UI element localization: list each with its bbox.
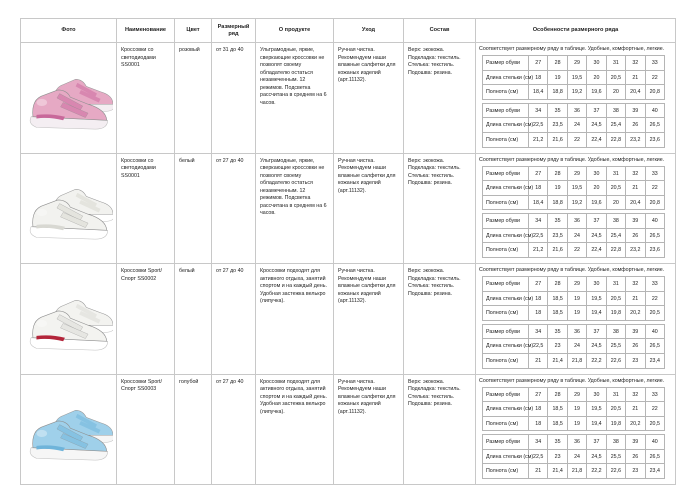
size-value: 23,4	[645, 353, 664, 368]
size-row-label: Размер обуви	[483, 103, 529, 118]
size-value: 22,2	[587, 464, 606, 479]
size-value: 18,5	[548, 402, 567, 417]
size-value: 31	[606, 387, 625, 402]
size-table	[482, 387, 665, 432]
product-size-range: от 27 до 40	[212, 264, 256, 375]
size-value: 39	[626, 103, 645, 118]
size-value: 38	[606, 435, 625, 450]
size-value: 22,5	[529, 449, 548, 464]
size-value: 18,8	[548, 85, 567, 100]
size-row-label: Полнота (см)	[483, 416, 529, 431]
size-value: 20	[587, 70, 606, 85]
size-value: 35	[548, 324, 567, 339]
size-value: 33	[645, 387, 664, 402]
size-features-cell	[476, 264, 676, 375]
size-value: 30	[587, 277, 606, 292]
size-table-row	[483, 181, 665, 196]
size-value: 28	[548, 166, 567, 181]
size-table-row	[483, 56, 665, 71]
product-row-2	[21, 153, 676, 264]
size-value: 23	[548, 339, 567, 354]
size-value: 21,2	[529, 243, 548, 258]
size-value: 22	[645, 181, 664, 196]
product-size-range: от 27 до 40	[212, 374, 256, 485]
size-note: Соответствует размерному ряду в таблице. Удобные, комфортные, легкие.	[479, 377, 665, 384]
size-value: 19,5	[587, 402, 606, 417]
size-value: 21	[626, 70, 645, 85]
size-tables	[479, 387, 672, 479]
size-value: 22	[567, 132, 586, 147]
size-value: 39	[626, 324, 645, 339]
size-value: 24,5	[587, 339, 606, 354]
size-value: 18	[529, 402, 548, 417]
size-tables	[479, 166, 672, 258]
size-row-label: Размер обуви	[483, 387, 529, 402]
product-size-range: от 27 до 40	[212, 153, 256, 264]
size-value: 26,5	[645, 339, 664, 354]
product-color: розовый	[175, 43, 212, 154]
size-value: 20,8	[645, 85, 664, 100]
size-value: 23	[626, 464, 645, 479]
size-value: 20,5	[645, 416, 664, 431]
size-row-label: Длина стельки (см)	[483, 228, 529, 243]
size-table-row	[483, 324, 665, 339]
size-value: 19,4	[587, 416, 606, 431]
size-value: 27	[529, 387, 548, 402]
size-table-row	[483, 277, 665, 292]
size-value: 24,5	[587, 228, 606, 243]
size-value: 19,5	[587, 291, 606, 306]
size-value: 28	[548, 56, 567, 71]
size-row-label: Размер обуви	[483, 324, 529, 339]
size-value: 21,4	[548, 464, 567, 479]
size-value: 32	[626, 166, 645, 181]
header-photo: Фото	[21, 19, 117, 43]
size-table-row	[483, 243, 665, 258]
size-value: 21	[626, 402, 645, 417]
size-value: 36	[567, 103, 586, 118]
product-composition: Верх: экокожа. Подкладка: текстиль. Стелька: текстиль. Подошва: резина.	[404, 153, 476, 264]
size-value: 23,6	[645, 132, 664, 147]
product-row-4	[21, 374, 676, 485]
size-value: 22,8	[606, 132, 625, 147]
size-value: 34	[529, 435, 548, 450]
size-value: 34	[529, 214, 548, 229]
size-value: 22	[645, 291, 664, 306]
size-row-label: Полнота (см)	[483, 195, 529, 210]
size-value: 23	[548, 449, 567, 464]
product-composition: Верх: экокожа. Подкладка: текстиль. Стелька: текстиль. Подошва: резина.	[404, 264, 476, 375]
size-value: 39	[626, 435, 645, 450]
size-value: 38	[606, 214, 625, 229]
size-value: 19	[567, 402, 586, 417]
header-size-features: Особенности размерного ряда	[476, 19, 676, 43]
size-value: 22	[567, 243, 586, 258]
product-name: Кроссовки со светодиодами SS0001	[117, 153, 175, 264]
size-value: 19,6	[587, 195, 606, 210]
size-value: 22,6	[606, 353, 625, 368]
size-value: 26	[626, 449, 645, 464]
size-value: 26,5	[645, 228, 664, 243]
header-about: О продукте	[256, 19, 334, 43]
size-table	[482, 166, 665, 211]
size-value: 30	[587, 166, 606, 181]
size-value: 26,5	[645, 118, 664, 133]
size-value: 18,5	[548, 306, 567, 321]
size-value: 21	[529, 464, 548, 479]
size-value: 22	[645, 70, 664, 85]
size-value: 18	[529, 291, 548, 306]
size-value: 19,5	[567, 70, 586, 85]
size-value: 21	[626, 291, 645, 306]
size-value: 19,8	[606, 306, 625, 321]
size-value: 20,2	[626, 416, 645, 431]
size-row-label: Длина стельки (см)	[483, 70, 529, 85]
size-table	[482, 434, 665, 479]
size-value: 19	[548, 70, 567, 85]
size-value: 20,5	[606, 402, 625, 417]
size-row-label: Полнота (см)	[483, 243, 529, 258]
size-value: 32	[626, 277, 645, 292]
size-table-row	[483, 339, 665, 354]
size-value: 33	[645, 56, 664, 71]
size-row-label: Размер обуви	[483, 214, 529, 229]
size-value: 29	[567, 387, 586, 402]
product-name: Кроссовки Sport/ Спорт SS0003	[117, 374, 175, 485]
size-value: 26	[626, 118, 645, 133]
size-value: 19	[567, 416, 586, 431]
size-value: 34	[529, 103, 548, 118]
size-value: 27	[529, 166, 548, 181]
header-composition: Состав	[404, 19, 476, 43]
size-table-row	[483, 435, 665, 450]
header-row	[21, 19, 676, 43]
size-value: 23,5	[548, 118, 567, 133]
size-value: 36	[567, 435, 586, 450]
size-value: 18,4	[529, 195, 548, 210]
size-value: 37	[587, 324, 606, 339]
size-value: 19	[548, 181, 567, 196]
size-value: 19,5	[567, 181, 586, 196]
size-value: 37	[587, 435, 606, 450]
sneaker-image	[24, 54, 113, 142]
size-value: 21	[529, 353, 548, 368]
size-value: 25,5	[606, 339, 625, 354]
size-table-row	[483, 103, 665, 118]
size-row-label: Полнота (см)	[483, 132, 529, 147]
size-value: 27	[529, 56, 548, 71]
size-value: 20,5	[606, 291, 625, 306]
size-value: 21,8	[567, 353, 586, 368]
size-value: 30	[587, 56, 606, 71]
size-table-row	[483, 85, 665, 100]
product-about: Кроссовки подходят для активного отдыха, занятий спортом и на каждый день. Удобная застежка велькро (липучка).	[256, 374, 334, 485]
header-care: Уход	[334, 19, 404, 43]
size-value: 22,4	[587, 243, 606, 258]
size-value: 23,6	[645, 243, 664, 258]
product-composition: Верх: экокожа. Подкладка: текстиль. Стелька: текстиль. Подошва: резина.	[404, 374, 476, 485]
size-value: 20	[606, 85, 625, 100]
size-value: 19,6	[587, 85, 606, 100]
size-value: 31	[606, 277, 625, 292]
photo-cell	[21, 374, 117, 485]
size-value: 19,2	[567, 85, 586, 100]
size-features-cell	[476, 43, 676, 154]
size-table	[482, 103, 665, 148]
product-composition: Верх: экокожа. Подкладка: текстиль. Стелька: текстиль. Подошва: резина.	[404, 43, 476, 154]
size-tables	[479, 276, 672, 368]
size-table-row	[483, 402, 665, 417]
size-value: 18,5	[548, 291, 567, 306]
size-value: 26	[626, 339, 645, 354]
size-value: 31	[606, 166, 625, 181]
size-value: 28	[548, 387, 567, 402]
product-care: Ручная чистка. Рекомендуем наши влажные салфетки для кожаных изделий (арт.11132).	[334, 153, 404, 264]
photo-cell	[21, 43, 117, 154]
photo-cell	[21, 264, 117, 375]
size-value: 25,4	[606, 118, 625, 133]
size-value: 25,5	[606, 449, 625, 464]
product-name: Кроссовки со светодиодами SS0001	[117, 43, 175, 154]
size-value: 22,4	[587, 132, 606, 147]
size-value: 38	[606, 324, 625, 339]
size-value: 20,4	[626, 85, 645, 100]
size-value: 35	[548, 435, 567, 450]
size-table-row	[483, 464, 665, 479]
size-value: 24	[567, 118, 586, 133]
size-features-cell	[476, 374, 676, 485]
size-value: 26	[626, 228, 645, 243]
size-value: 18,8	[548, 195, 567, 210]
size-value: 21,8	[567, 464, 586, 479]
size-value: 37	[587, 214, 606, 229]
product-care: Ручная чистка. Рекомендуем наши влажные салфетки для кожаных изделий (арт.11132).	[334, 264, 404, 375]
size-value: 22,2	[587, 353, 606, 368]
size-table	[482, 55, 665, 100]
size-note: Соответствует размерному ряду в таблице. Удобные, комфортные, легкие.	[479, 46, 665, 52]
size-value: 30	[587, 387, 606, 402]
size-value: 19,4	[587, 306, 606, 321]
size-value: 31	[606, 56, 625, 71]
size-table-row	[483, 132, 665, 147]
sneaker-image	[24, 275, 113, 363]
size-value: 32	[626, 56, 645, 71]
size-row-label: Размер обуви	[483, 166, 529, 181]
size-value: 21,6	[548, 132, 567, 147]
size-value: 18	[529, 181, 548, 196]
size-row-label: Размер обуви	[483, 277, 529, 292]
product-size-range: от 31 до 40	[212, 43, 256, 154]
size-table	[482, 276, 665, 321]
size-table-row	[483, 416, 665, 431]
size-value: 35	[548, 214, 567, 229]
product-about: Кроссовки подходят для активного отдыха, занятий спортом и на каждый день. Удобная застежка велькро (липучка).	[256, 264, 334, 375]
size-row-label: Размер обуви	[483, 56, 529, 71]
size-row-label: Полнота (см)	[483, 306, 529, 321]
size-value: 21,4	[548, 353, 567, 368]
size-value: 40	[645, 324, 664, 339]
size-row-label: Размер обуви	[483, 435, 529, 450]
size-table-row	[483, 449, 665, 464]
size-value: 27	[529, 277, 548, 292]
size-value: 34	[529, 324, 548, 339]
size-value: 23,2	[626, 132, 645, 147]
size-value: 19,2	[567, 195, 586, 210]
product-about: Ультрамодные, яркие, сверкающие кроссовки не позволят своему обладателю остаться незамеченным. 12 режимов. Подсветка рассчитана в среднем на 6 часов.	[256, 153, 334, 264]
size-value: 36	[567, 324, 586, 339]
size-row-label: Длина стельки (см)	[483, 449, 529, 464]
size-table-row	[483, 387, 665, 402]
size-value: 40	[645, 214, 664, 229]
size-value: 21,6	[548, 243, 567, 258]
size-value: 24,5	[587, 118, 606, 133]
size-row-label: Длина стельки (см)	[483, 118, 529, 133]
size-table-row	[483, 291, 665, 306]
size-note: Соответствует размерному ряду в таблице. Удобные, комфортные, легкие.	[479, 156, 665, 163]
size-value: 18	[529, 70, 548, 85]
sneaker-image	[24, 164, 113, 252]
size-value: 19	[567, 306, 586, 321]
size-table-row	[483, 353, 665, 368]
product-about: Ультрамодные, яркие, сверкающие кроссовки не позволят своему обладателю остаться незамеченным. 12 режимов. Подсветка рассчитана в среднем на 6 часов.	[256, 43, 334, 154]
size-value: 19,8	[606, 416, 625, 431]
size-value: 23,5	[548, 228, 567, 243]
size-value: 33	[645, 166, 664, 181]
size-value: 22,5	[529, 339, 548, 354]
product-row-3	[21, 264, 676, 375]
size-table-row	[483, 228, 665, 243]
size-table-row	[483, 70, 665, 85]
size-value: 40	[645, 103, 664, 118]
size-value: 36	[567, 214, 586, 229]
size-value: 29	[567, 56, 586, 71]
size-value: 20,5	[645, 306, 664, 321]
size-value: 25,4	[606, 228, 625, 243]
size-tables	[479, 55, 672, 147]
size-value: 20,5	[606, 70, 625, 85]
size-value: 38	[606, 103, 625, 118]
size-table-row	[483, 166, 665, 181]
size-value: 20,2	[626, 306, 645, 321]
size-value: 23,2	[626, 243, 645, 258]
size-table-row	[483, 306, 665, 321]
size-table	[482, 324, 665, 369]
size-value: 22,5	[529, 118, 548, 133]
size-value: 21	[626, 181, 645, 196]
size-value: 23,4	[645, 464, 664, 479]
product-care: Ручная чистка. Рекомендуем наши влажные салфетки для кожаных изделий (арт.11132).	[334, 374, 404, 485]
size-value: 33	[645, 277, 664, 292]
size-table-row	[483, 214, 665, 229]
header-size-range: Размерный ряд	[212, 19, 256, 43]
size-value: 18,4	[529, 85, 548, 100]
size-value: 29	[567, 166, 586, 181]
size-value: 26,5	[645, 449, 664, 464]
product-color: белый	[175, 264, 212, 375]
size-note: Соответствует размерному ряду в таблице. Удобные, комфортные, легкие.	[479, 267, 665, 273]
size-value: 18,5	[548, 416, 567, 431]
size-value: 24,5	[587, 449, 606, 464]
product-color: белый	[175, 153, 212, 264]
product-care: Ручная чистка. Рекомендуем наши влажные салфетки для кожаных изделий (арт.11132).	[334, 43, 404, 154]
product-name: Кроссовки Sport/ Спорт SS0002	[117, 264, 175, 375]
header-name: Наименование	[117, 19, 175, 43]
size-features-cell	[476, 153, 676, 264]
size-value: 28	[548, 277, 567, 292]
size-value: 18	[529, 416, 548, 431]
size-row-label: Полнота (см)	[483, 464, 529, 479]
size-value: 20	[587, 181, 606, 196]
size-row-label: Полнота (см)	[483, 85, 529, 100]
size-table-row	[483, 118, 665, 133]
size-value: 22,5	[529, 228, 548, 243]
size-value: 20,8	[645, 195, 664, 210]
size-table	[482, 213, 665, 258]
size-row-label: Длина стельки (см)	[483, 291, 529, 306]
size-value: 19	[567, 291, 586, 306]
size-row-label: Длина стельки (см)	[483, 402, 529, 417]
size-value: 39	[626, 214, 645, 229]
size-value: 20	[606, 195, 625, 210]
photo-cell	[21, 153, 117, 264]
size-value: 22,8	[606, 243, 625, 258]
size-value: 20,4	[626, 195, 645, 210]
size-row-label: Полнота (см)	[483, 353, 529, 368]
product-row-1	[21, 43, 676, 154]
header-color: Цвет	[175, 19, 212, 43]
size-table-row	[483, 195, 665, 210]
sneaker-image	[24, 385, 113, 473]
size-value: 22,6	[606, 464, 625, 479]
size-row-label: Длина стельки (см)	[483, 181, 529, 196]
product-table	[20, 18, 676, 485]
size-value: 32	[626, 387, 645, 402]
size-value: 37	[587, 103, 606, 118]
size-value: 21,2	[529, 132, 548, 147]
size-value: 20,5	[606, 181, 625, 196]
product-color: голубой	[175, 374, 212, 485]
size-row-label: Длина стельки (см)	[483, 339, 529, 354]
size-value: 24	[567, 449, 586, 464]
size-value: 24	[567, 228, 586, 243]
size-value: 23	[626, 353, 645, 368]
size-value: 29	[567, 277, 586, 292]
size-value: 40	[645, 435, 664, 450]
size-value: 22	[645, 402, 664, 417]
size-value: 35	[548, 103, 567, 118]
size-value: 18	[529, 306, 548, 321]
size-value: 24	[567, 339, 586, 354]
